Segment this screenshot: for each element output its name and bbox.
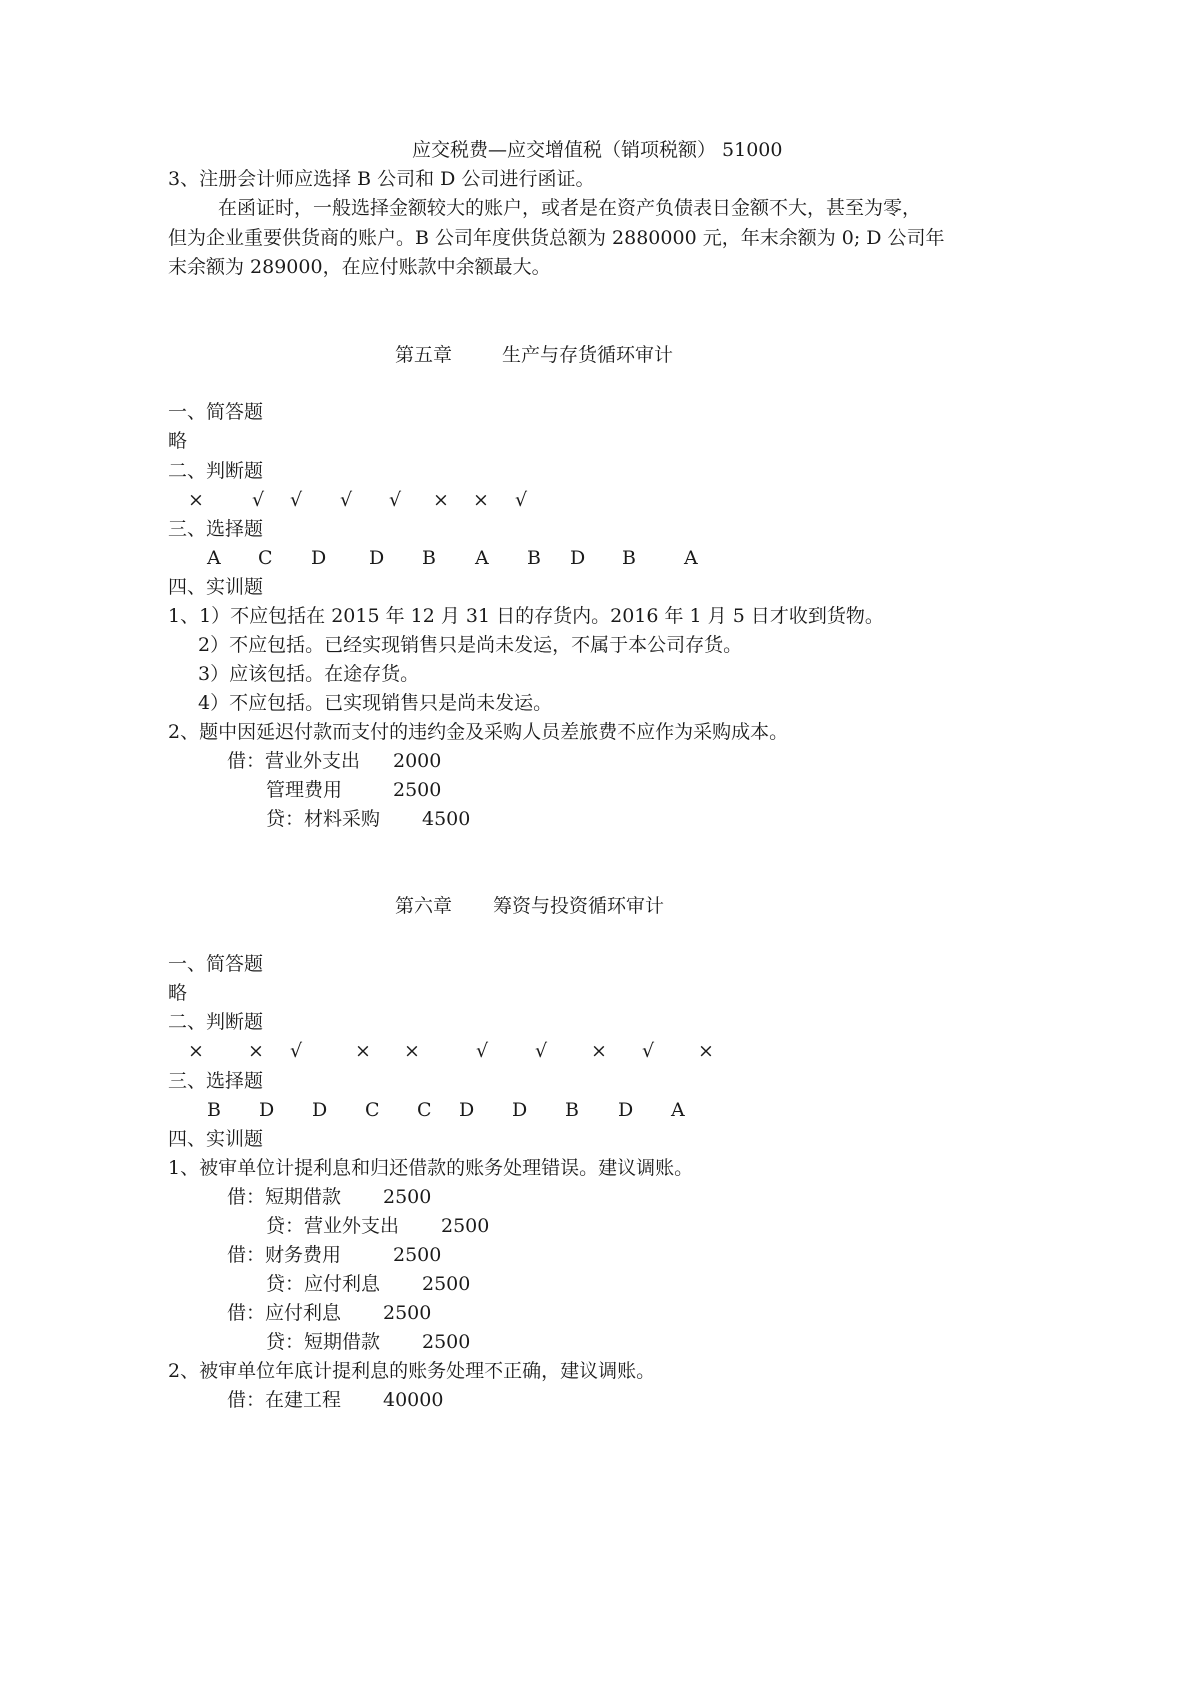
entry-account: 借：营业外支出 [227,750,361,772]
chapter-6-title [0,893,1191,919]
ch5-choice-1: A [207,547,221,569]
ch6-journal-7 [0,1387,600,1413]
ch6-practical-1: 1、被审单位计提利息和归还借款的账务处理错误。建议调账。 [168,1157,694,1179]
ch6-practical-2: 2、被审单位年底计提利息的账务处理不正确，建议调账。 [168,1360,656,1382]
ch6-judge-1: × [188,1040,204,1062]
ch6-judge-8: × [591,1040,607,1062]
ch6-journal-1 [0,1184,600,1210]
ch6-section-short-answer: 一、简答题 [168,953,264,975]
ch6-short-answer-omitted: 略 [168,982,188,1004]
entry-account: 管理费用 [266,779,343,801]
ch6-judge-7: √ [535,1040,548,1062]
ch5-choice-7: B [527,547,541,569]
ch6-judge-4: × [355,1040,371,1062]
ch5-judge-3: √ [290,489,303,511]
entry-amount: 2500 [383,1302,432,1324]
ch5-choice-5: B [422,547,436,569]
ch6-journal-6 [0,1329,600,1355]
ch6-judge-2: × [248,1040,264,1062]
ch5-section-multiple-choice: 三、选择题 [168,518,264,540]
ch6-choice-10: A [671,1099,685,1121]
ch6-section-practical: 四、实训题 [168,1128,264,1150]
ch5-practical-1-4: 4）不应包括。已实现销售只是尚未发运。 [198,692,553,714]
ch6-choice-1: B [207,1099,221,1121]
entry-account: 借：短期借款 [227,1186,342,1208]
tax-entry-line: 应交税费—应交增值税（销项税额） 51000 [412,139,783,161]
ch5-choice-6: A [475,547,489,569]
paragraph-line-2: 但为企业重要供货商的账户。B 公司年度供货总额为 2880000 元，年末余额为 0; D 公司年 [168,227,945,249]
chapter-6-name: 筹资与投资循环审计 [493,895,665,917]
ch6-judge-6: √ [476,1040,489,1062]
ch6-choice-5: C [417,1099,432,1121]
entry-amount: 2500 [441,1215,490,1237]
entry-amount: 2500 [393,1244,442,1266]
item-3: 3、注册会计师应选择 B 公司和 D 公司进行函证。 [168,168,595,190]
ch5-short-answer-omitted: 略 [168,430,188,452]
entry-account: 借：应付利息 [227,1302,342,1324]
ch5-section-true-false: 二、判断题 [168,460,264,482]
ch5-choice-4: D [369,547,385,569]
ch5-judge-5: √ [389,489,402,511]
ch6-choice-2: D [259,1099,275,1121]
chapter-5-name: 生产与存货循环审计 [502,344,674,366]
ch5-judge-4: √ [340,489,353,511]
ch5-entry-1 [0,748,600,774]
ch5-choice-10: A [684,547,698,569]
ch6-judge-3: √ [290,1040,303,1062]
ch5-practical-1-2: 2）不应包括。已经实现销售只是尚未发运，不属于本公司存货。 [198,634,743,656]
ch5-choice-3: D [311,547,327,569]
ch6-journal-3 [0,1242,600,1268]
ch6-section-true-false: 二、判断题 [168,1011,264,1033]
ch6-judge-5: × [404,1040,420,1062]
entry-amount: 2500 [422,1273,471,1295]
entry-account: 贷：材料采购 [266,808,381,830]
chapter-6-number: 第六章 [395,895,453,917]
ch6-journal-2 [0,1213,600,1239]
entry-amount: 4500 [422,808,471,830]
ch5-judge-8: √ [515,489,528,511]
ch6-choice-3: D [312,1099,328,1121]
chapter-5-title [0,342,1191,368]
ch5-choice-2: C [258,547,273,569]
ch5-judge-2: √ [252,489,265,511]
ch6-section-multiple-choice: 三、选择题 [168,1070,264,1092]
ch6-journal-5 [0,1300,600,1326]
entry-amount: 2500 [383,1186,432,1208]
ch5-choice-9: B [622,547,636,569]
ch6-journal-4 [0,1271,600,1297]
ch5-judge-1: × [188,489,204,511]
paragraph-line-3: 末余额为 289000，在应付账款中余额最大。 [168,256,551,278]
ch5-judge-6: × [433,489,449,511]
entry-account: 贷：应付利息 [266,1273,381,1295]
ch5-judge-7: × [473,489,489,511]
entry-amount: 40000 [383,1389,444,1411]
ch5-practical-2: 2、题中因延迟付款而支付的违约金及采购人员差旅费不应作为采购成本。 [168,721,789,743]
entry-account: 借：在建工程 [227,1389,342,1411]
ch6-judge-9: √ [642,1040,655,1062]
ch6-choice-6: D [459,1099,475,1121]
ch5-choice-8: D [570,547,586,569]
ch5-section-practical: 四、实训题 [168,576,264,598]
entry-account: 贷：营业外支出 [266,1215,400,1237]
ch5-practical-1-1: 1、1）不应包括在 2015 年 12 月 31 日的存货内。2016 年 1 月 5 日才收到货物。 [168,605,884,627]
ch6-judge-10: × [698,1040,714,1062]
entry-amount: 2500 [422,1331,471,1353]
entry-amount: 2500 [393,779,442,801]
ch6-choice-4: C [365,1099,380,1121]
ch5-practical-1-3: 3）应该包括。在途存货。 [198,663,420,685]
ch6-choice-7: D [512,1099,528,1121]
ch5-entry-3 [0,806,600,832]
entry-amount: 2000 [393,750,442,772]
ch6-choice-9: D [618,1099,634,1121]
ch6-choice-8: B [565,1099,579,1121]
entry-account: 借：财务费用 [227,1244,342,1266]
entry-account: 贷：短期借款 [266,1331,381,1353]
ch5-section-short-answer: 一、简答题 [168,401,264,423]
ch5-entry-2 [0,777,600,803]
paragraph-line-1: 在函证时，一般选择金额较大的账户，或者是在资产负债表日金额不大，甚至为零， [218,197,922,219]
chapter-5-number: 第五章 [395,344,453,366]
